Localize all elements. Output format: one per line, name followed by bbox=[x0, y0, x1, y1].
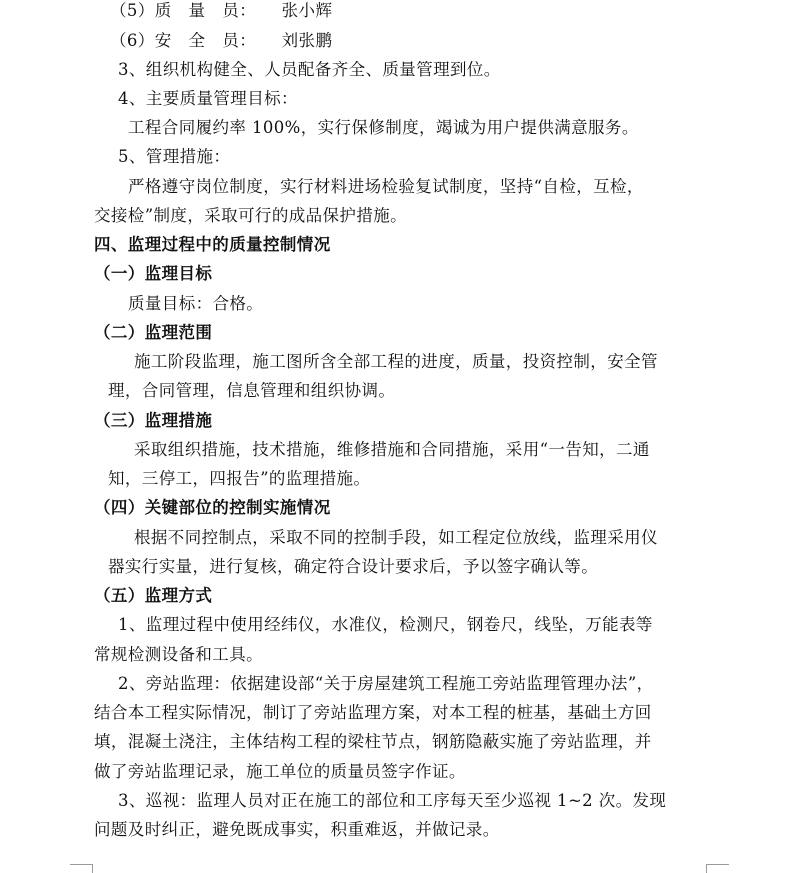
measures-text-1: 严格遵守岗位制度，实行材料进场检验复试制度，坚持“自检，互检， bbox=[128, 177, 644, 196]
method-2-text-3: 填，混凝土浇注，主体结构工程的梁柱节点，钢筋隐蔽实施了旁站监理，并 bbox=[94, 732, 652, 751]
subsection-3-text-2: 知，三停工，四报告”的监理措施。 bbox=[108, 469, 371, 488]
subsection-4-text-2: 器实行实量，进行复核，确定符合设计要求后，予以签字确认等。 bbox=[108, 557, 599, 576]
staff-safety-officer: （6）安 全 员： 刘张鹏 bbox=[110, 31, 333, 50]
measures-text-2: 交接检”制度，采取可行的成品保护措施。 bbox=[94, 206, 408, 225]
subsection-3-heading: （三）监理措施 bbox=[94, 411, 213, 430]
subsection-1-text: 质量目标：合格。 bbox=[128, 294, 264, 313]
subsection-4-text-1: 根据不同控制点，采取不同的控制手段，如工程定位放线，监理采用仪 bbox=[134, 528, 658, 547]
item-5-heading: 5、管理措施： bbox=[118, 147, 231, 166]
subsection-3-text-1: 采取组织措施，技术措施，维修措施和合同措施，采用“一告知，二通 bbox=[134, 440, 650, 459]
method-2-text-1: 2、旁站监理：依据建设部“关于房屋建筑工程施工旁站监理管理办法”， bbox=[118, 674, 654, 693]
method-1-text-1: 1、监理过程中使用经纬仪，水准仪，检测尺，钢卷尺，线坠，万能表等 bbox=[118, 615, 653, 634]
item-3: 3、组织机构健全、人员配备齐全、质量管理到位。 bbox=[118, 60, 501, 79]
subsection-4-heading: （四）关键部位的控制实施情况 bbox=[94, 498, 331, 517]
method-3-text-2: 问题及时纠正，避免既成事实，积重难返，并做记录。 bbox=[94, 820, 500, 839]
method-3-text-1: 3、巡视：监理人员对正在施工的部位和工序每天至少巡视 1~2 次。发现 bbox=[118, 791, 667, 810]
staff-quality-inspector: （5）质 量 员： 张小辉 bbox=[110, 1, 333, 20]
subsection-2-heading: （二）监理范围 bbox=[94, 323, 213, 342]
method-2-text-4: 做了旁站监理记录，施工单位的质量员签字作证。 bbox=[94, 762, 466, 781]
subsection-5-heading: （五）监理方式 bbox=[94, 586, 213, 605]
item-4-heading: 4、主要质量管理目标： bbox=[118, 89, 298, 108]
method-1-text-2: 常规检测设备和工具。 bbox=[94, 645, 263, 664]
quality-target-text: 工程合同履约率 100%，实行保修制度，竭诚为用户提供满意服务。 bbox=[128, 118, 639, 137]
subsection-2-text-2: 理，合同管理，信息管理和组织协调。 bbox=[108, 381, 396, 400]
method-2-text-2: 结合本工程实际情况，制订了旁站监理方案，对本工程的桩基，基础土方回 bbox=[94, 703, 652, 722]
subsection-2-text-1: 施工阶段监理，施工图所含全部工程的进度，质量，投资控制，安全管 bbox=[134, 352, 658, 371]
section-4-heading: 四、监理过程中的质量控制情况 bbox=[94, 235, 331, 254]
subsection-1-heading: （一）监理目标 bbox=[94, 264, 213, 283]
